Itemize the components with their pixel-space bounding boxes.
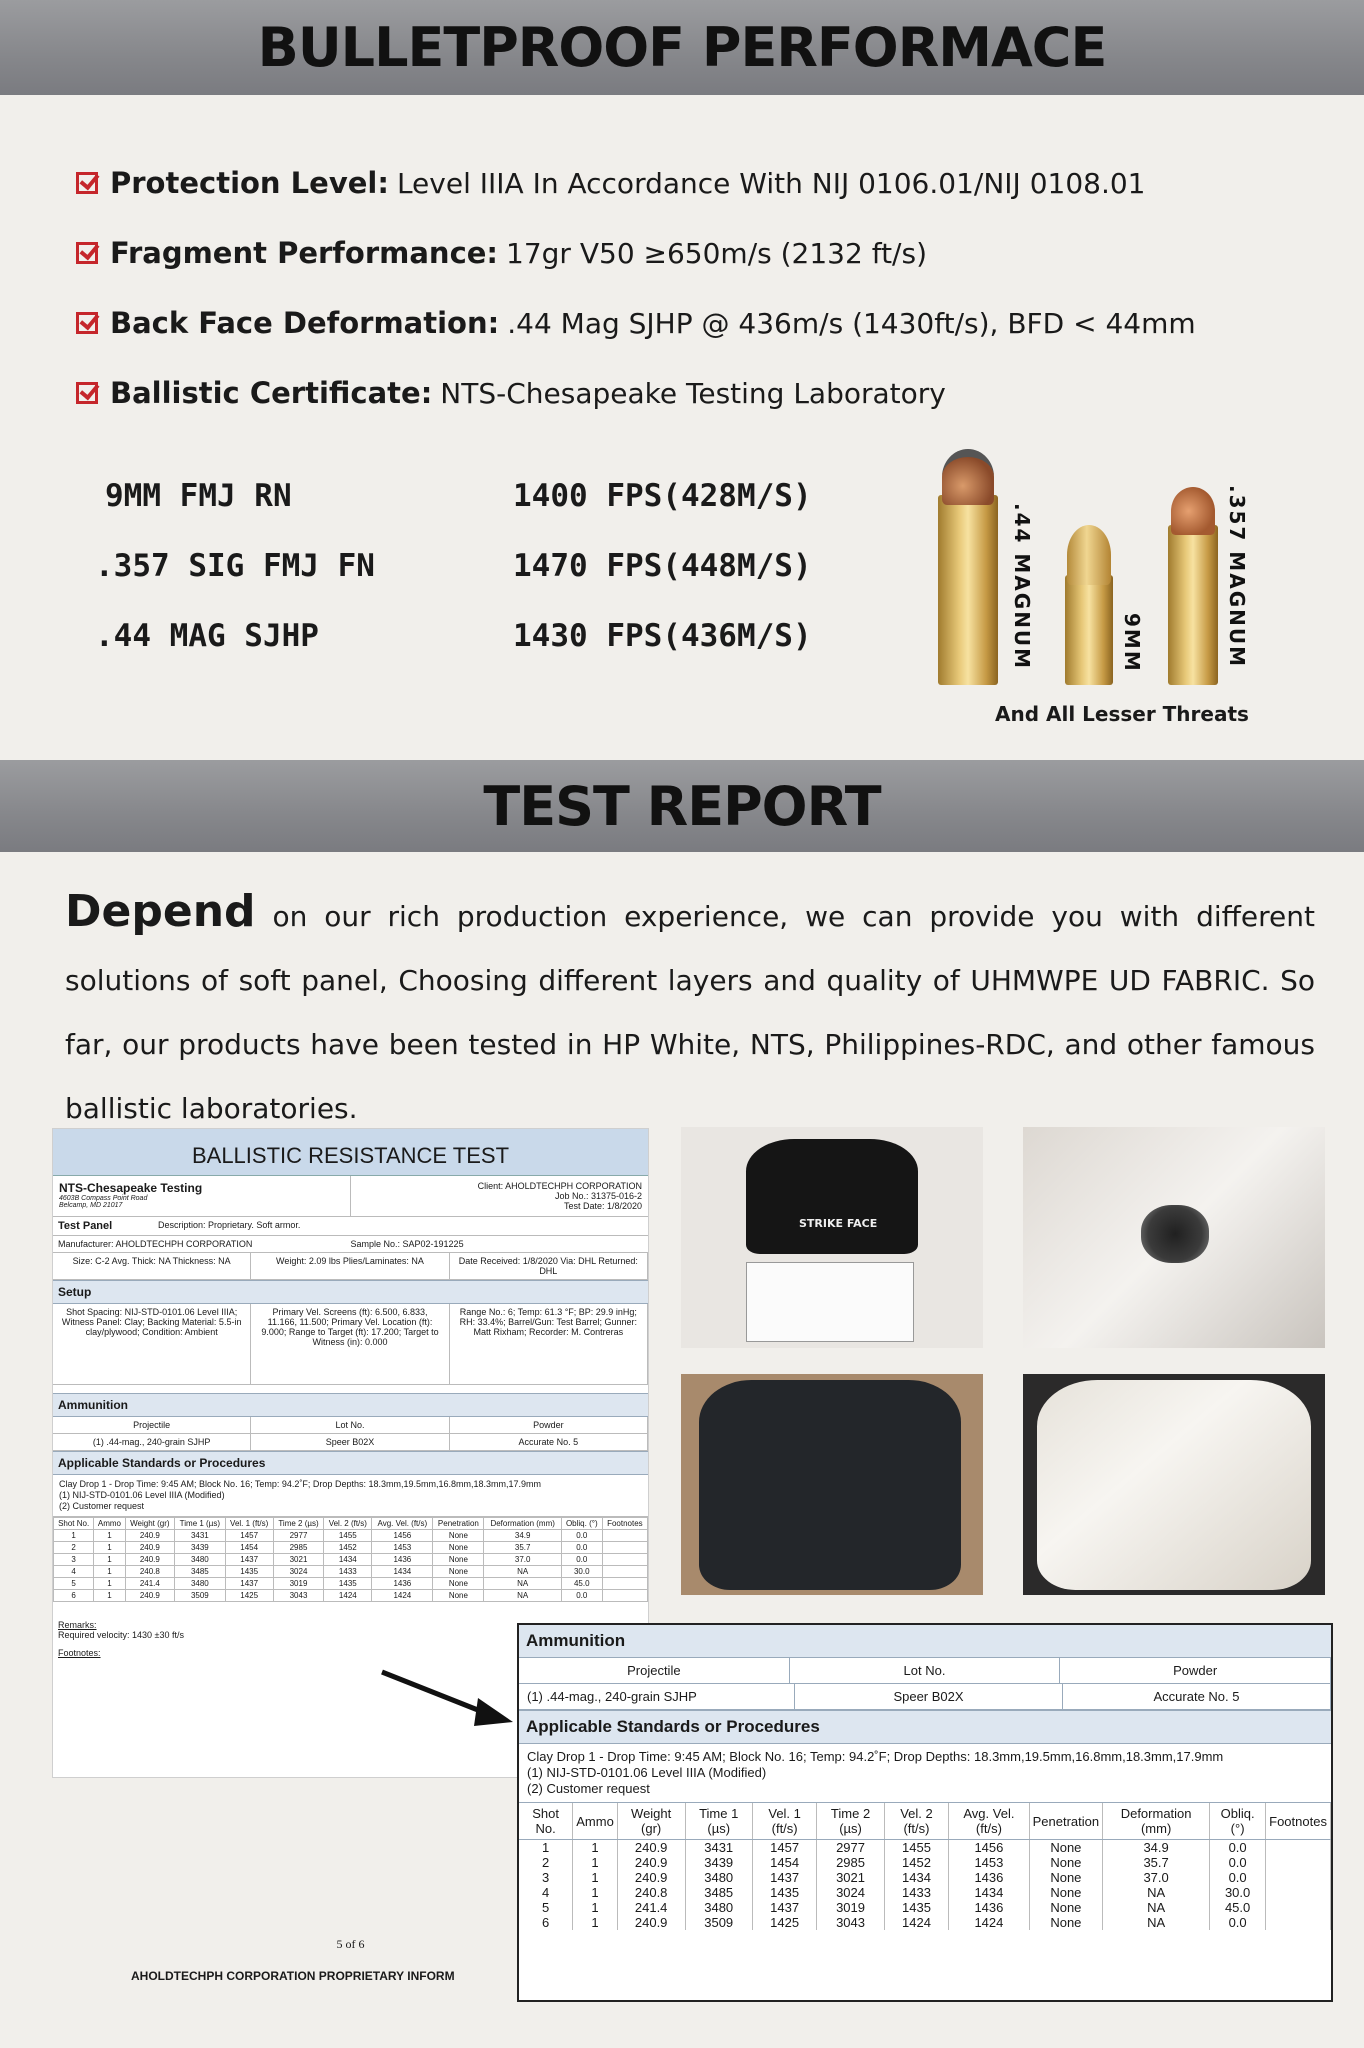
spec-value: Level IIIA In Accordance With NIJ 0106.01/NIJ 0108.01 xyxy=(396,166,1146,200)
shot-col-header: Avg. Vel. (ft/s) xyxy=(949,1803,1029,1840)
shot-cell: None xyxy=(1029,1915,1103,1930)
shot-cell: 1 xyxy=(54,1530,94,1542)
shot-cell: 1454 xyxy=(752,1855,816,1870)
shot-cell: 1457 xyxy=(752,1840,816,1856)
shot-cell: 3509 xyxy=(685,1915,752,1930)
zoomed-ammunition-excerpt xyxy=(517,1623,1333,2002)
shot-col-header: Time 1 (µs) xyxy=(685,1803,752,1840)
shot-cell: 240.9 xyxy=(617,1855,685,1870)
shot-cell: 240.9 xyxy=(125,1554,175,1566)
spec-label: Fragment Performance: xyxy=(110,236,499,270)
shot-col-header: Weight (gr) xyxy=(617,1803,685,1840)
shot-cell: 3019 xyxy=(273,1578,323,1590)
shot-cell: 2 xyxy=(519,1855,573,1870)
note: Clay Drop 1 - Drop Time: 9:45 AM; Block No. 16; Temp: 94.2˚F; Drop Depths: 18.3mm,19.5mm,16.8mm,18.3mm,17.9mm xyxy=(527,1749,1224,1764)
shot-cell: NA xyxy=(1103,1915,1210,1930)
shot-col-header: Vel. 2 (ft/s) xyxy=(324,1518,372,1530)
lab-address: 4603B Compass Point Road xyxy=(59,1195,148,1202)
shot-col-header: Ammo xyxy=(573,1803,618,1840)
shot-cell: NA xyxy=(1103,1885,1210,1900)
shot-col-header: Time 2 (µs) xyxy=(817,1803,884,1840)
shot-cell: 240.9 xyxy=(125,1530,175,1542)
shot-cell: None xyxy=(1029,1855,1103,1870)
shot-cell: 35.7 xyxy=(1103,1855,1210,1870)
description: Description: Proprietary. Soft armor. xyxy=(158,1220,301,1230)
col-header: Projectile xyxy=(519,1658,790,1683)
shot-cell xyxy=(602,1542,647,1554)
shot-table-small xyxy=(53,1517,648,1602)
size-block: Size: C-2 Avg. Thick: NA Thickness: NA xyxy=(53,1253,251,1279)
shot-cell: 3480 xyxy=(175,1578,225,1590)
setup-col: Shot Spacing: NIJ-STD-0101.06 Level IIIA; Witness Panel: Clay; Backing Material: 5.5-in clay/plywood; Condition: Ambient xyxy=(53,1304,251,1384)
section-title: TEST REPORT xyxy=(483,774,881,838)
shot-cell: 1 xyxy=(94,1566,125,1578)
shot-cell: 241.4 xyxy=(617,1900,685,1915)
shot-col-header: Obliq. (°) xyxy=(561,1518,602,1530)
shot-cell: 5 xyxy=(519,1900,573,1915)
shot-cell xyxy=(1266,1915,1331,1930)
shot-cell: 3480 xyxy=(685,1870,752,1885)
col-header: Projectile xyxy=(53,1417,251,1433)
lesser-threats-caption: And All Lesser Threats xyxy=(995,702,1249,726)
shot-table xyxy=(519,1803,1331,1930)
applicable-header: Applicable Standards or Procedures xyxy=(519,1710,1331,1744)
shot-col-header: Deformation (mm) xyxy=(1103,1803,1210,1840)
strike-face-label: STRIKE FACE xyxy=(799,1217,878,1230)
shot-cell: 2985 xyxy=(273,1542,323,1554)
footnotes-label: Footnotes: xyxy=(58,1648,101,1658)
cartridge-44-magnum-icon xyxy=(938,455,998,685)
paragraph-text: on our rich production experience, we can provide you with different solutions of soft panel, Choosing different layers and quality of UHMWPE UD FABRIC. So far, our products have been tested in HP White, NTS, Philippines-RDC, and other famous ballistic laboratories. xyxy=(65,900,1315,1125)
shot-cell: 3 xyxy=(54,1554,94,1566)
shot-cell: 1433 xyxy=(324,1566,372,1578)
spec-label: Protection Level: xyxy=(110,166,389,200)
shot-col-header: Obliq. (°) xyxy=(1210,1803,1266,1840)
shot-cell: None xyxy=(433,1542,484,1554)
shot-cell: 3 xyxy=(519,1870,573,1885)
shot-cell: 0.0 xyxy=(561,1530,602,1542)
shot-col-header: Shot No. xyxy=(519,1803,573,1840)
col-header: Lot No. xyxy=(790,1658,1061,1683)
shot-cell: 240.9 xyxy=(617,1840,685,1856)
shot-col-header: Time 1 (µs) xyxy=(175,1518,225,1530)
shot-cell: 1435 xyxy=(884,1900,948,1915)
shot-cell: 0.0 xyxy=(1210,1870,1266,1885)
applicable-header: Applicable Standards or Procedures xyxy=(53,1451,648,1475)
arrow-icon xyxy=(378,1668,518,1728)
shot-col-header: Ammo xyxy=(94,1518,125,1530)
table-row xyxy=(519,1885,1331,1900)
shot-cell xyxy=(1266,1855,1331,1870)
table-row xyxy=(54,1566,648,1578)
photo-strike-face xyxy=(681,1127,983,1348)
ammo-cell: (1) .44-mag., 240-grain SJHP xyxy=(519,1684,795,1709)
table-row xyxy=(54,1578,648,1590)
notes-block xyxy=(53,1475,648,1517)
shot-cell: 2977 xyxy=(273,1530,323,1542)
section-header-test-report xyxy=(0,760,1364,852)
shot-col-header: Penetration xyxy=(433,1518,484,1530)
shot-cell: 4 xyxy=(519,1885,573,1900)
shot-cell: 2 xyxy=(54,1542,94,1554)
photo-panel-deformation xyxy=(1023,1374,1325,1595)
weight-block: Weight: 2.09 lbs Plies/Laminates: NA xyxy=(251,1253,449,1279)
photo-panel-back xyxy=(681,1374,983,1595)
shot-cell: 0.0 xyxy=(1210,1855,1266,1870)
shot-cell: 1455 xyxy=(324,1530,372,1542)
checkbox-icon xyxy=(76,382,98,404)
shot-cell: 3439 xyxy=(685,1855,752,1870)
shot-cell: 1436 xyxy=(949,1870,1029,1885)
shot-cell: 0.0 xyxy=(561,1542,602,1554)
shot-cell: 3480 xyxy=(175,1554,225,1566)
lab-name: NTS-Chesapeake Testing xyxy=(59,1181,203,1195)
shot-cell xyxy=(1266,1900,1331,1915)
shot-col-header: Time 2 (µs) xyxy=(273,1518,323,1530)
section-title: BULLETPROOF PERFORMACE xyxy=(257,16,1107,79)
shot-cell: None xyxy=(433,1578,484,1590)
notes-block xyxy=(519,1744,1331,1803)
shot-cell xyxy=(602,1590,647,1602)
shot-cell: None xyxy=(433,1554,484,1566)
shot-cell: 3021 xyxy=(817,1870,884,1885)
shot-cell: 3485 xyxy=(685,1885,752,1900)
shot-col-header: Vel. 2 (ft/s) xyxy=(884,1803,948,1840)
shot-cell: 2977 xyxy=(817,1840,884,1856)
received-block: Date Received: 1/8/2020 Via: DHL Returned: DHL xyxy=(450,1253,648,1279)
shot-cell xyxy=(602,1566,647,1578)
photo-impact-closeup xyxy=(1023,1127,1325,1348)
sample-number: Sample No.: SAP02-191225 xyxy=(350,1239,464,1249)
spec-label: Ballistic Certificate: xyxy=(110,376,433,410)
shot-col-header: Footnotes xyxy=(1266,1803,1331,1840)
shot-cell: 1453 xyxy=(949,1855,1029,1870)
spec-row xyxy=(76,288,1196,358)
ammo-cell: Accurate No. 5 xyxy=(450,1434,648,1450)
shot-cell: 1457 xyxy=(225,1530,273,1542)
shot-col-header: Penetration xyxy=(1029,1803,1103,1840)
shot-cell: 0.0 xyxy=(1210,1915,1266,1930)
shot-cell: 1424 xyxy=(324,1590,372,1602)
shot-cell: 1425 xyxy=(225,1590,273,1602)
shot-cell: 3439 xyxy=(175,1542,225,1554)
shot-cell: 1 xyxy=(573,1840,618,1856)
shot-cell: 240.8 xyxy=(617,1885,685,1900)
shot-cell: 1436 xyxy=(372,1578,433,1590)
shot-cell: 4 xyxy=(54,1566,94,1578)
shot-col-header: Weight (gr) xyxy=(125,1518,175,1530)
shot-cell: None xyxy=(1029,1900,1103,1915)
setup-col: Range No.: 6; Temp: 61.3 °F; BP: 29.9 inHg; RH: 33.4%; Barrel/Gun: Test Barrel; Gunner: Matt Rixham; Recorder: M. Contreras xyxy=(450,1304,648,1384)
shot-col-header: Avg. Vel. (ft/s) xyxy=(372,1518,433,1530)
shot-cell: 1434 xyxy=(324,1554,372,1566)
ammunition-header: Ammunition xyxy=(53,1393,648,1417)
shot-cell: 1455 xyxy=(884,1840,948,1856)
ammo-name: .357 SIG FMJ FN xyxy=(95,548,375,584)
shot-cell: 3024 xyxy=(273,1566,323,1578)
ammo-speed: 1470 FPS(448M/S) xyxy=(513,548,812,584)
shot-cell: 1434 xyxy=(372,1566,433,1578)
shot-cell: None xyxy=(1029,1885,1103,1900)
client: Client: AHOLDTECHPH CORPORATION xyxy=(477,1181,642,1191)
setup-header: Setup xyxy=(53,1280,648,1304)
intro-paragraph xyxy=(65,880,1315,1141)
shot-cell: None xyxy=(1029,1840,1103,1856)
shot-cell: 3485 xyxy=(175,1566,225,1578)
shot-col-header: Deformation (mm) xyxy=(484,1518,561,1530)
shot-cell: 1435 xyxy=(324,1578,372,1590)
spec-row xyxy=(76,218,1196,288)
shot-cell: 6 xyxy=(519,1915,573,1930)
shot-cell: 1453 xyxy=(372,1542,433,1554)
shot-cell xyxy=(602,1578,647,1590)
shot-cell: 1 xyxy=(573,1915,618,1930)
shot-cell: 1424 xyxy=(372,1590,433,1602)
col-header: Lot No. xyxy=(251,1417,449,1433)
ammo-name: .44 MAG SJHP xyxy=(95,618,319,654)
lab-address: Belcamp, MD 21017 xyxy=(59,1202,123,1209)
shot-cell: 1436 xyxy=(949,1900,1029,1915)
shot-cell: 240.9 xyxy=(617,1870,685,1885)
shot-cell: 1435 xyxy=(752,1885,816,1900)
table-row xyxy=(54,1554,648,1566)
shot-cell: 3431 xyxy=(685,1840,752,1856)
checkbox-icon xyxy=(76,312,98,334)
shot-col-header: Footnotes xyxy=(602,1518,647,1530)
shot-cell: 34.9 xyxy=(1103,1840,1210,1856)
shot-cell: 3021 xyxy=(273,1554,323,1566)
shot-cell: None xyxy=(433,1530,484,1542)
shot-cell: None xyxy=(433,1566,484,1578)
shot-cell: 45.0 xyxy=(561,1578,602,1590)
shot-cell: 1424 xyxy=(884,1915,948,1930)
shot-cell: 3019 xyxy=(817,1900,884,1915)
shot-cell: 240.9 xyxy=(617,1915,685,1930)
shot-cell: 0.0 xyxy=(561,1590,602,1602)
col-header: Powder xyxy=(1060,1658,1331,1683)
shot-cell: 1435 xyxy=(225,1566,273,1578)
shot-cell: 1437 xyxy=(225,1578,273,1590)
ammo-cell: Speer B02X xyxy=(251,1434,449,1450)
spec-value: .44 Mag SJHP @ 436m/s (1430ft/s), BFD < 44mm xyxy=(507,306,1196,340)
shot-cell: 37.0 xyxy=(484,1554,561,1566)
ammo-cell: Speer B02X xyxy=(795,1684,1063,1709)
table-row xyxy=(54,1530,648,1542)
shot-cell xyxy=(1266,1870,1331,1885)
shot-cell: 1 xyxy=(573,1885,618,1900)
spec-row xyxy=(76,358,1196,428)
shot-cell: 30.0 xyxy=(1210,1885,1266,1900)
spec-value: 17gr V50 ≥650m/s (2132 ft/s) xyxy=(506,236,928,270)
section-header-performance xyxy=(0,0,1364,95)
shot-cell: 3024 xyxy=(817,1885,884,1900)
shot-cell: None xyxy=(433,1590,484,1602)
shot-cell: 1437 xyxy=(752,1900,816,1915)
col-header: Powder xyxy=(450,1417,648,1433)
ammo-speed: 1400 FPS(428M/S) xyxy=(513,478,812,514)
ammo-name: 9MM FMJ RN xyxy=(105,478,292,514)
shot-cell: 3043 xyxy=(273,1590,323,1602)
shot-cell: 1 xyxy=(573,1870,618,1885)
shot-cell: 0.0 xyxy=(561,1554,602,1566)
table-row xyxy=(519,1855,1331,1870)
table-row xyxy=(519,1915,1331,1930)
shot-cell xyxy=(1266,1840,1331,1856)
shot-cell: 240.8 xyxy=(125,1566,175,1578)
note: (2) Customer request xyxy=(527,1781,650,1796)
report-title: BALLISTIC RESISTANCE TEST xyxy=(53,1129,648,1176)
table-row xyxy=(519,1900,1331,1915)
shot-cell: 1434 xyxy=(949,1885,1029,1900)
shot-cell: 6 xyxy=(54,1590,94,1602)
table-row xyxy=(519,1870,1331,1885)
shot-cell: 240.9 xyxy=(125,1542,175,1554)
shot-cell: 34.9 xyxy=(484,1530,561,1542)
shot-cell: 240.9 xyxy=(125,1590,175,1602)
shot-cell: 3431 xyxy=(175,1530,225,1542)
shot-cell: 1437 xyxy=(752,1870,816,1885)
shot-cell xyxy=(1266,1885,1331,1900)
table-row xyxy=(54,1542,648,1554)
shot-cell: 2985 xyxy=(817,1855,884,1870)
shot-cell: 37.0 xyxy=(1103,1870,1210,1885)
job-number: Job No.: 31375-016-2 xyxy=(554,1191,642,1201)
shot-col-header: Vel. 1 (ft/s) xyxy=(225,1518,273,1530)
checkbox-icon xyxy=(76,172,98,194)
shot-col-header: Shot No. xyxy=(54,1518,94,1530)
spec-row xyxy=(76,148,1196,218)
cartridge-9mm-icon xyxy=(1065,525,1113,685)
shot-cell: 1456 xyxy=(949,1840,1029,1856)
shot-cell: 1 xyxy=(94,1578,125,1590)
shot-cell: 45.0 xyxy=(1210,1900,1266,1915)
shot-cell: 0.0 xyxy=(1210,1840,1266,1856)
setup-col: Primary Vel. Screens (ft): 6.500, 6.833, 11.166, 11.500; Primary Vel. Location (ft): 9.000; Range to Target (ft): 17.200; Target to Witness (in): 0.000 xyxy=(251,1304,449,1384)
shot-cell: 1 xyxy=(519,1840,573,1856)
bullet-label: .357 MAGNUM xyxy=(1225,485,1249,668)
shot-cell: 1437 xyxy=(225,1554,273,1566)
shot-cell: 1452 xyxy=(884,1855,948,1870)
shot-cell: 3509 xyxy=(175,1590,225,1602)
ammo-cell: Accurate No. 5 xyxy=(1063,1684,1331,1709)
shot-cell: 1456 xyxy=(372,1530,433,1542)
table-row xyxy=(519,1840,1331,1856)
note: Clay Drop 1 - Drop Time: 9:45 AM; Block No. 16; Temp: 94.2˚F; Drop Depths: 18.3mm,19.5mm,16.8mm,18.3mm,17.9mm xyxy=(59,1479,542,1489)
note: (1) NIJ-STD-0101.06 Level IIIA (Modified) xyxy=(59,1490,225,1500)
shot-cell: 1 xyxy=(94,1542,125,1554)
bullet-label: .44 MAGNUM xyxy=(1010,503,1034,671)
shot-cell: 1436 xyxy=(372,1554,433,1566)
note: (1) NIJ-STD-0101.06 Level IIIA (Modified) xyxy=(527,1765,767,1780)
shot-col-header: Vel. 1 (ft/s) xyxy=(752,1803,816,1840)
lead-word: Depend xyxy=(65,886,256,937)
shot-cell: 1 xyxy=(573,1855,618,1870)
bullet-label: 9MM xyxy=(1120,613,1144,673)
test-date: Test Date: 1/8/2020 xyxy=(563,1201,642,1211)
shot-cell: 241.4 xyxy=(125,1578,175,1590)
shot-cell: 30.0 xyxy=(561,1566,602,1578)
ammunition-header: Ammunition xyxy=(519,1625,1331,1658)
shot-cell: 1 xyxy=(94,1554,125,1566)
shot-cell xyxy=(602,1554,647,1566)
manufacturer: Manufacturer: AHOLDTECHPH CORPORATION xyxy=(58,1239,253,1249)
shot-cell: 3043 xyxy=(817,1915,884,1930)
shot-cell: 1434 xyxy=(884,1870,948,1885)
shot-cell xyxy=(602,1530,647,1542)
note: (2) Customer request xyxy=(59,1501,145,1511)
shot-cell: None xyxy=(1029,1870,1103,1885)
shot-cell: 1425 xyxy=(752,1915,816,1930)
spec-value: NTS-Chesapeake Testing Laboratory xyxy=(440,376,946,410)
page-number: 5 of 6 xyxy=(336,1937,365,1951)
report-footer: AHOLDTECHPH CORPORATION PROPRIETARY INFORM xyxy=(131,1969,455,1983)
test-panel-label: Test Panel xyxy=(58,1220,113,1232)
shot-cell: NA xyxy=(484,1590,561,1602)
spec-label: Back Face Deformation: xyxy=(110,306,500,340)
cartridge-illustration xyxy=(930,445,1260,685)
shot-cell: 3480 xyxy=(685,1900,752,1915)
spec-list xyxy=(76,148,1196,428)
table-row xyxy=(54,1590,648,1602)
shot-cell: NA xyxy=(484,1566,561,1578)
shot-cell: 1452 xyxy=(324,1542,372,1554)
shot-cell: 1433 xyxy=(884,1885,948,1900)
required-velocity: Required velocity: 1430 ±30 ft/s xyxy=(58,1630,185,1640)
shot-cell: NA xyxy=(484,1578,561,1590)
cartridge-357-magnum-icon xyxy=(1168,487,1218,685)
ammo-cell: (1) .44-mag., 240-grain SJHP xyxy=(53,1434,251,1450)
shot-cell: 5 xyxy=(54,1578,94,1590)
ammo-speed: 1430 FPS(436M/S) xyxy=(513,618,812,654)
shot-cell: 35.7 xyxy=(484,1542,561,1554)
remarks-label: Remarks: xyxy=(58,1620,97,1630)
shot-cell: 1454 xyxy=(225,1542,273,1554)
shot-cell: 1 xyxy=(573,1900,618,1915)
shot-cell: 1424 xyxy=(949,1915,1029,1930)
shot-cell: 1 xyxy=(94,1530,125,1542)
shot-cell: 1 xyxy=(94,1590,125,1602)
checkbox-icon xyxy=(76,242,98,264)
shot-cell: NA xyxy=(1103,1900,1210,1915)
